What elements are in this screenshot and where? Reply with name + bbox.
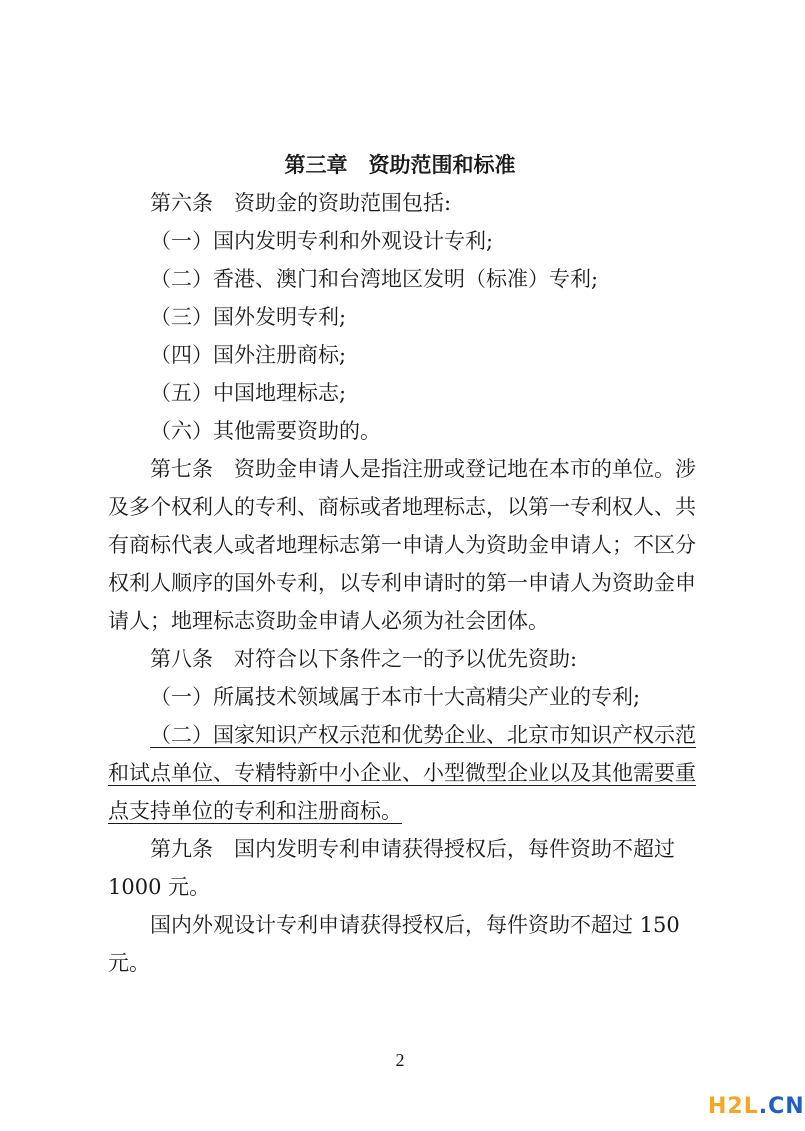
list-item: （五）中国地理标志; xyxy=(150,381,347,405)
article-8: 第八条 对符合以下条件之一的予以优先资助: xyxy=(150,647,578,671)
article-6: 第六条 资助金的资助范围包括: xyxy=(150,191,452,215)
underlined-line: （二）国家知识产权示范和优势企业、北京市知识产权示范 xyxy=(150,723,696,747)
watermark-logo xyxy=(708,1094,805,1119)
watermark-part-b: .CN xyxy=(758,1094,805,1119)
paragraph-line: 及多个权利人的专利、商标或者地理标志，以第一专利权人、共 xyxy=(108,495,696,519)
paragraph-line: 权利人顺序的国外专利，以专利申请时的第一申请人为资助金申 xyxy=(108,571,696,595)
list-item: （一）国内发明专利和外观设计专利; xyxy=(150,229,494,253)
watermark-part-a: H2L xyxy=(708,1094,759,1119)
chapter-title: 第三章 资助范围和标准 xyxy=(284,153,516,177)
list-item: （二）香港、澳门和台湾地区发明（标准）专利; xyxy=(150,267,599,291)
underlined-line: 点支持单位的专利和注册商标。 xyxy=(108,799,402,823)
list-item: （四）国外注册商标; xyxy=(150,343,347,367)
paragraph-line: 元。 xyxy=(108,951,150,975)
paragraph-line: 1000 元。 xyxy=(108,875,211,899)
list-item: （三）国外发明专利; xyxy=(150,305,347,329)
article-7: 第七条 资助金申请人是指注册或登记地在本市的单位。涉 xyxy=(150,457,696,481)
list-item: （一）所属技术领域属于本市十大高精尖产业的专利; xyxy=(150,685,641,709)
paragraph-line: 请人；地理标志资助金申请人必须为社会团体。 xyxy=(108,609,549,633)
paragraph-line: 国内外观设计专利申请获得授权后，每件资助不超过 150 xyxy=(150,913,680,937)
article-9: 第九条 国内发明专利申请获得授权后，每件资助不超过 xyxy=(150,837,675,861)
list-item: （六）其他需要资助的。 xyxy=(150,419,381,443)
page-number: 2 xyxy=(395,1050,405,1070)
underlined-line: 和试点单位、专精特新中小企业、小型微型企业以及其他需要重 xyxy=(108,761,696,785)
paragraph-line: 有商标代表人或者地理标志第一申请人为资助金申请人；不区分 xyxy=(108,533,696,557)
